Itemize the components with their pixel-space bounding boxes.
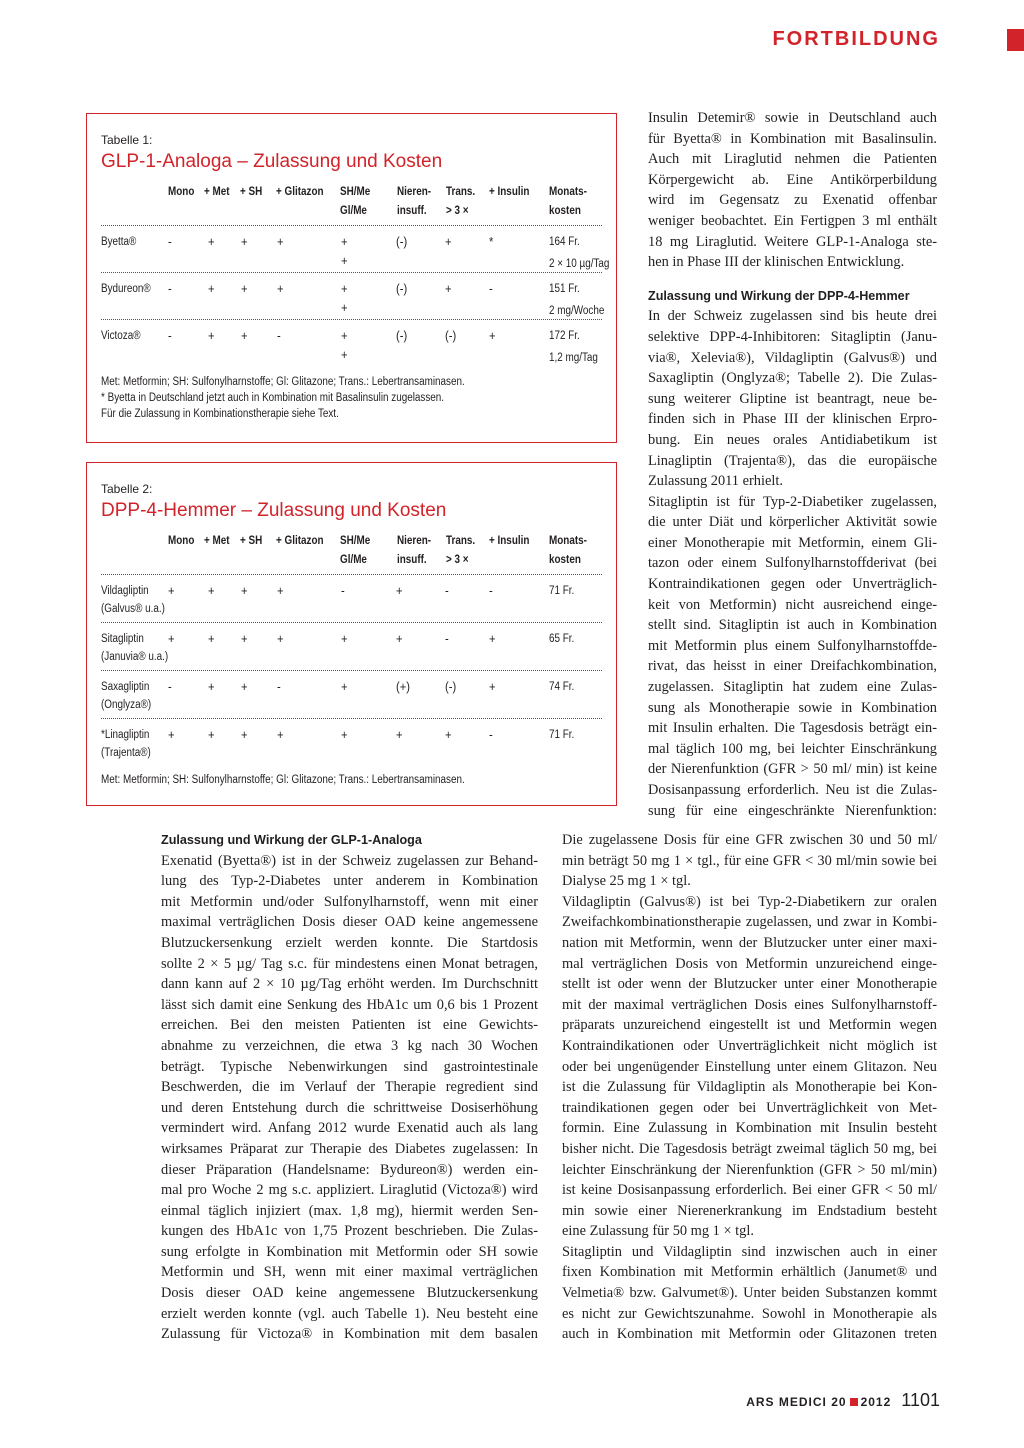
table-cell: +: [341, 281, 348, 296]
table-footnote: Met: Metformin; SH: Sulfonylharnstoffe; Gl: Glitazone; Trans.: Lebertransaminasen.: [101, 774, 465, 786]
table-cell: -: [341, 583, 345, 598]
table-cell: +: [241, 328, 248, 343]
table-cell: +: [341, 631, 348, 646]
row-divider: [101, 272, 602, 273]
column-header: Monats-: [549, 186, 587, 198]
column-header: + SH: [240, 186, 263, 198]
table-cell: +: [341, 253, 348, 268]
table-cell: +: [208, 583, 215, 598]
text-line: Exenatid (Byetta®) ist in der Schweiz zugelassen zur Behand-: [161, 852, 538, 869]
text-line: selektive DPP-4-Inhibitoren: Sitagliptin (Janu-: [648, 328, 937, 345]
text-line: formin. Eine Zulassung in Kombination mit Insulin besteht: [562, 1120, 937, 1137]
monthly-cost: 71 Fr.: [549, 585, 575, 597]
text-line: lässt sich damit eine Senkung des HbA1c um 0,6 bis 1 Prozent: [161, 996, 538, 1013]
text-line: hen in Phase III der klinischen Entwicklung.: [648, 254, 905, 271]
text-line: Kontraindikationen gegen oder Unverträglich-: [648, 576, 937, 593]
table-cell: +: [208, 679, 215, 694]
drug-name: Sitagliptin: [101, 633, 144, 645]
table-cell: (-): [396, 328, 408, 343]
text-line: die unter Diät und körperlicher Aktivität sowie: [648, 514, 937, 531]
text-line: ist keine Dosisanpassung erforderlich. Bei einer GFR < 50 ml/: [562, 1182, 937, 1199]
text-line: Vildagliptin (Galvus®) ist bei Typ-2-Diabetikern zur oralen: [562, 893, 937, 910]
table-cell: +: [208, 631, 215, 646]
text-line: mit Metformin und/oder Sulfonylharnstoff, wenn mit einer: [161, 893, 538, 910]
text-line: kungen des HbA1c von 1,75 Prozent beschrieben. Die Zulas-: [161, 1223, 538, 1240]
column-header: + Glitazon: [276, 186, 324, 198]
drug-name: Saxagliptin: [101, 681, 150, 693]
text-line: min beträgt 50 mg 1 × tgl., für eine GFR < 30 ml/min sowie bei: [562, 852, 937, 869]
text-line: traindikationen gegen oder bei Unverträglichkeit von Met-: [562, 1099, 937, 1116]
column-header: Mono: [168, 186, 195, 198]
table-cell: +: [341, 234, 348, 249]
text-line: ist die Zulassung für Vildagliptin als Monotherapie bei Kon-: [562, 1079, 937, 1096]
monthly-cost: 151 Fr.: [549, 283, 580, 295]
monthly-cost: 164 Fr.: [549, 236, 580, 248]
column-header: Trans.: [446, 535, 476, 547]
text-line: mit Insulin erhalten. Die Tagesdosis beträgt ein-: [648, 720, 937, 737]
text-line: bung. Ein neues orales Antidiabetikum ist: [648, 431, 937, 448]
column-header: Nieren-: [397, 535, 432, 547]
column-header: > 3 ×: [446, 554, 469, 566]
dosage: 1,2 mg/Tag: [549, 352, 598, 364]
column-header: SH/Me: [340, 535, 371, 547]
journal-name: ARS MEDICI 20: [746, 1395, 847, 1409]
table-cell: -: [489, 583, 493, 598]
section-heading: Zulassung und Wirkung der GLP-1-Analoga: [161, 833, 422, 847]
left-column: [161, 830, 538, 1345]
table-footnote: Für die Zulassung in Kombinationstherapie siehe Text.: [101, 408, 339, 420]
table-cell: +: [341, 328, 348, 343]
text-line: stellt sind. Sitagliptin ist auch in Kombination: [648, 617, 937, 634]
text-line: tazon oder einem Sulfonylharnstoffderivat (bei: [648, 555, 937, 572]
table-cell: -: [277, 679, 281, 694]
section-label: FORTBILDUNG: [772, 28, 940, 50]
text-line: auch in Kombination mit Metformin oder Glitazonen treten: [562, 1326, 937, 1343]
dosage: 2 mg/Woche: [549, 305, 605, 317]
row-divider: [101, 622, 602, 623]
text-line: mal pro Woche 2 mg s.c. appliziert. Liraglutid (Victoza®) wird: [161, 1182, 538, 1199]
column-header: > 3 ×: [446, 205, 469, 217]
table-cell: +: [241, 679, 248, 694]
text-line: lung des Typ-2-Diabetes unter anderem in Kombination: [161, 873, 538, 890]
text-line: sung für eine eingeschränkte Nierenfunktion:: [648, 802, 937, 819]
table-cell: +: [277, 583, 284, 598]
monthly-cost: 172 Fr.: [549, 330, 580, 342]
table-cell: +: [341, 347, 348, 362]
table-cell: (+): [396, 679, 410, 694]
table-title: DPP-4-Hemmer – Zulassung und Kosten: [101, 500, 447, 521]
text-line: mit Metformin plus einem Sulfonylharnstoffde-: [648, 637, 937, 654]
table-cell: +: [396, 583, 403, 598]
column-header: + Met: [204, 535, 230, 547]
column-header: kosten: [549, 554, 581, 566]
drug-brand: (Januvia® u.a.): [101, 651, 169, 663]
row-divider: [101, 574, 602, 575]
column-header: + Insulin: [489, 186, 530, 198]
text-line: Linagliptin (Trajenta®), das die europäische: [648, 452, 937, 469]
table-cell: -: [277, 328, 281, 343]
text-line: wird im Gegensatz zu Exenatid offenbar: [648, 192, 937, 209]
table-cell: +: [208, 727, 215, 742]
text-line: min sowie einer Nierenerkrankung im Endstadium besteht: [562, 1202, 937, 1219]
column-header: + Met: [204, 186, 230, 198]
drug-brand: (Trajenta®): [101, 747, 151, 759]
table-1: [86, 113, 617, 443]
text-line: Die zugelassene Dosis für eine GFR zwischen 30 und 50 ml/: [562, 832, 937, 848]
text-line: erreichen. Bei den meisten Patienten ist eine Gewichts-: [161, 1017, 538, 1034]
table-title: GLP-1-Analoga – Zulassung und Kosten: [101, 151, 443, 172]
table-cell: -: [489, 281, 493, 296]
text-line: mal verträglichen Dosis von Metformin unzureichend einge-: [562, 955, 937, 972]
column-header: Monats-: [549, 535, 587, 547]
table-cell: -: [168, 679, 172, 694]
table-cell: +: [241, 234, 248, 249]
text-line: Metformin und SH, wenn mit einer maximal verträglichen: [161, 1264, 538, 1281]
table-cell: +: [241, 583, 248, 598]
text-line: sung als Monotherapie sowie in Kombination: [648, 699, 937, 716]
column-header: kosten: [549, 205, 581, 217]
row-divider: [101, 670, 602, 671]
text-line: dann kann auf 2 × 10 µg/Tag erhöht werden. Im Durchschnitt: [161, 976, 538, 993]
text-line: nation mit Metformin, wenn der Blutzucker unter einer maxi-: [562, 934, 937, 951]
table-cell: (-): [445, 328, 457, 343]
table-2: [86, 462, 617, 806]
text-line: Saxagliptin (Onglyza®; Tabelle 2). Die Zulas-: [648, 370, 937, 387]
table-cell: (-): [396, 234, 408, 249]
text-line: beträgt. Typische Nebenwirkungen sind gastrointestinale: [161, 1058, 538, 1075]
text-line: weniger beobachtet. Ein Fertigpen 3 ml enthält: [648, 212, 937, 229]
table-cell: -: [168, 234, 172, 249]
table-cell: +: [277, 631, 284, 646]
drug-name: Vildagliptin: [101, 585, 149, 597]
table-cell: +: [341, 300, 348, 315]
monthly-cost: 74 Fr.: [549, 681, 575, 693]
text-line: wirksames Präparat zur Therapie des Diabetes zugelassen: In: [161, 1140, 538, 1157]
section-heading: Zulassung und Wirkung der DPP-4-Hemmer: [648, 288, 910, 303]
text-line: Beschwerden, die im Verlauf der Therapie regredient sind: [161, 1079, 538, 1096]
column-header: insuff.: [397, 205, 427, 217]
table-cell: +: [168, 583, 175, 598]
table-cell: -: [489, 727, 493, 742]
drug-name: Byetta®: [101, 236, 137, 248]
text-line: der Nierenfunktion (GFR > 50 ml/ min) ist keine: [648, 761, 937, 778]
table-cell: +: [208, 328, 215, 343]
footer-square-icon: [850, 1398, 858, 1406]
text-line: dieser Präparation (Handelsname: Bydureon®) werden ein-: [161, 1161, 538, 1178]
text-line: Dosisanpassung erforderlich. Neu ist die Zulas-: [648, 782, 937, 798]
column-header: + Insulin: [489, 535, 530, 547]
text-line: vermindert wird. Anfang 2012 wurde Exenatid auch als lang: [161, 1120, 538, 1137]
text-line: stellt ist oder wenn der Blutzucker unter einer Monotherapie: [562, 976, 937, 993]
table-cell: +: [168, 631, 175, 646]
drug-name: Bydureon®: [101, 283, 151, 295]
section-marker: [1007, 29, 1024, 51]
text-line: 18 mg Liraglutid. Weitere GLP-1-Analoga ste-: [648, 233, 937, 250]
table-label: Tabelle 1:: [101, 133, 153, 147]
text-line: sung erfolgte in Kombination mit Metformin oder SH sowie: [161, 1243, 538, 1260]
text-line: präparats unzureichend eingestellt ist und Metformin wegen: [562, 1017, 937, 1034]
table-cell: -: [445, 631, 449, 646]
right-column-bottom: [562, 830, 937, 1345]
text-line: Dialyse 25 mg 1 × tgl.: [562, 873, 691, 890]
column-header: SH/Me: [340, 186, 371, 198]
text-line: erzielt werden konnte (vgl. auch Tabelle 1). Neu besteht eine: [161, 1305, 538, 1322]
text-line: bisher nicht. Die Tagesdosis beträgt zweimal täglich 50 mg, bei: [562, 1140, 937, 1157]
table-cell: +: [341, 727, 348, 742]
text-line: rivat, das heisst in einer Dreifachkombination,: [648, 658, 937, 675]
text-line: finden sich in Phase III der klinischen Erpro-: [648, 411, 937, 428]
monthly-cost: 71 Fr.: [549, 729, 575, 741]
text-line: für Byetta® in Kombination mit Basalinsulin.: [648, 130, 937, 147]
table-cell: +: [396, 727, 403, 742]
column-header: + SH: [240, 535, 263, 547]
table-footnote: * Byetta in Deutschland jetzt auch in Kombination mit Basalinsulin zugelassen.: [101, 392, 445, 404]
text-line: mit der maximal verträglichen Dosis eines Sulfonylharnstoff-: [562, 996, 937, 1013]
page-footer: [746, 1390, 940, 1411]
table-cell: +: [241, 631, 248, 646]
table-cell: +: [489, 679, 496, 694]
text-line: es nicht zur Gewichtszunahme. Sowohl in Monotherapie als: [562, 1305, 937, 1322]
column-header: Trans.: [446, 186, 476, 198]
drug-brand: (Onglyza®): [101, 699, 152, 711]
text-line: sung weiterer Gliptine ist beantragt, neue be-: [648, 390, 937, 407]
table-cell: +: [208, 281, 215, 296]
text-line: Körpergewicht ab. Eine Antikörperbildung: [648, 171, 937, 188]
text-line: fixen Kombination mit Metformin erhältlich (Janumet® und: [562, 1264, 937, 1281]
journal-year: 2012: [860, 1395, 892, 1409]
text-line: einmal täglich injiziert (max. 1,8 mg), hiermit werden Sen-: [161, 1202, 538, 1219]
row-divider: [101, 718, 602, 719]
table-cell: -: [168, 328, 172, 343]
right-column-top: [648, 108, 937, 821]
column-header: + Glitazon: [276, 535, 324, 547]
text-line: Velmetia® bzw. Galvumet®). Unter beiden Substanzen kommt: [562, 1285, 937, 1302]
text-line: Insulin Detemir® sowie in Deutschland auch: [648, 110, 937, 126]
text-line: zugelassen. Sitagliptin hat zudem eine Zulas-: [648, 679, 937, 696]
text-line: abnahme zu verzeichnen, die etwa 3 kg nach 30 Wochen: [161, 1037, 538, 1054]
table-cell: +: [241, 727, 248, 742]
table-cell: +: [396, 631, 403, 646]
text-line: Zweifachkombinationstherapie zugelassen, und zwar in Kombi-: [562, 914, 937, 931]
column-header: Nieren-: [397, 186, 432, 198]
table-cell: (-): [445, 679, 457, 694]
table-cell: +: [277, 281, 284, 296]
table-cell: +: [168, 727, 175, 742]
text-line: leichter Einschränkung der Nierenfunktion (GFR > 50 ml/min): [562, 1161, 937, 1178]
table-cell: +: [208, 234, 215, 249]
table-cell: +: [445, 234, 452, 249]
text-line: einer Monotherapie mit Metformin, einem Gli-: [648, 534, 937, 551]
column-header: Gl/Me: [340, 205, 367, 217]
text-line: In der Schweiz zugelassen sind bis heute drei: [648, 308, 937, 325]
table-cell: +: [277, 234, 284, 249]
column-header: Mono: [168, 535, 195, 547]
text-line: Zulassung 2011 erhielt.: [648, 473, 783, 490]
row-divider: [101, 225, 602, 226]
text-line: eine Zulassung für 50 mg 1 × tgl.: [562, 1223, 754, 1240]
drug-name: Victoza®: [101, 330, 141, 342]
table-label: Tabelle 2:: [101, 482, 153, 496]
text-line: Sitagliptin und Vildagliptin sind inzwischen auch in einer: [562, 1243, 937, 1260]
text-line: Sitagliptin ist für Typ-2-Diabetiker zugelassen,: [648, 493, 937, 510]
text-line: keit von Metformin) nicht ausreichend einge-: [648, 596, 937, 613]
column-header: insuff.: [397, 554, 427, 566]
dosage: 2 × 10 µg/Tag: [549, 258, 610, 270]
page-number: 1101: [901, 1390, 940, 1410]
text-line: Kontraindikationen oder Unverträglichkeit nicht möglich ist: [562, 1037, 937, 1054]
table-cell: *: [489, 234, 494, 249]
drug-name: *Linagliptin: [101, 729, 150, 741]
text-line: und deren Entstehung durch die schrittweise Dosiserhöhung: [161, 1099, 538, 1116]
table-cell: +: [445, 281, 452, 296]
table-cell: +: [341, 679, 348, 694]
text-line: Auch mit Liraglutid nehmen die Patienten: [648, 151, 937, 168]
table-cell: +: [489, 328, 496, 343]
table-cell: (-): [396, 281, 408, 296]
table-cell: +: [489, 631, 496, 646]
table-cell: +: [241, 281, 248, 296]
text-line: Zulassung für Victoza® in Kombination mit dem basalen: [161, 1326, 538, 1343]
table-cell: -: [168, 281, 172, 296]
text-line: oder bei ungenügender Einstellung unter einem Glitazon. Neu: [562, 1058, 937, 1075]
text-line: maximal verträglichen Dosis dieser OAD keine angemessene: [161, 914, 538, 931]
text-line: Dosis dieser OAD keine angemessene Blutzuckersenkung: [161, 1285, 538, 1302]
text-line: mal täglich 100 mg, bei leichter Einschränkung: [648, 740, 937, 757]
text-line: sollte 2 × 5 µg/ Tag s.c. für mindestens einen Monat betragen,: [161, 955, 538, 972]
row-divider: [101, 319, 602, 320]
drug-brand: (Galvus® u.a.): [101, 603, 165, 615]
table-cell: +: [445, 727, 452, 742]
table-cell: -: [445, 583, 449, 598]
table-cell: +: [277, 727, 284, 742]
column-header: Gl/Me: [340, 554, 367, 566]
monthly-cost: 65 Fr.: [549, 633, 575, 645]
text-line: via®, Xelevia®), Vildagliptin (Galvus®) und: [648, 349, 937, 366]
text-line: Blutzuckersenkung erzielt werden konnte. Die Startdosis: [161, 934, 538, 951]
table-footnote: Met: Metformin; SH: Sulfonylharnstoffe; Gl: Glitazone; Trans.: Lebertransaminasen.: [101, 376, 465, 388]
